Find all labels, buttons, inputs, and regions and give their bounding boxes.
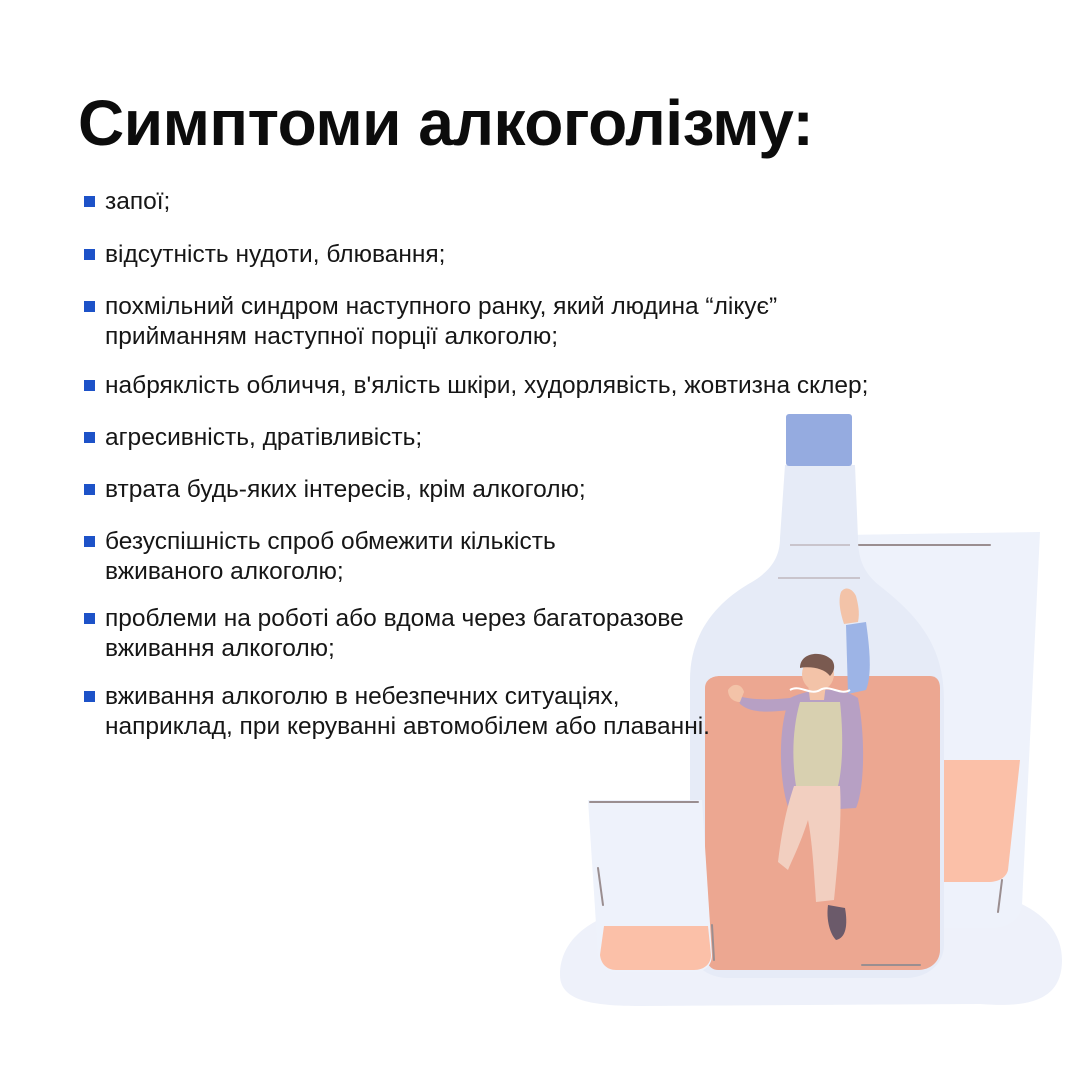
list-item-line: набряклість обличчя, в'ялість шкіри, худорлявість, жовтизна склер; xyxy=(105,372,869,399)
list-item-text xyxy=(105,604,684,664)
bullet-square-icon xyxy=(84,249,95,260)
list-item-text xyxy=(105,475,586,505)
list-item-text xyxy=(105,527,556,587)
list-item-line: похмільний синдром наступного ранку, який людина “лікує” xyxy=(105,293,778,320)
list-item-line: відсутність нудоти, блювання; xyxy=(105,241,446,268)
list-item-line: запої; xyxy=(105,188,171,215)
list-item-line: прийманням наступної порції алкоголю; xyxy=(105,323,559,350)
list-item-line: вживання алкоголю в небезпечних ситуаціях, xyxy=(105,683,620,710)
bullet-square-icon xyxy=(84,432,95,443)
list-item-line: вживання алкоголю; xyxy=(105,635,335,662)
short-glass xyxy=(588,800,712,972)
bullet-square-icon xyxy=(84,301,95,312)
bullet-square-icon xyxy=(84,613,95,624)
list-item-line: агресивність, дратівливість; xyxy=(105,424,423,451)
list-item-line: наприклад, при керуванні автомобілем або плаванні. xyxy=(105,713,710,740)
bullet-square-icon xyxy=(84,484,95,495)
list-item-text xyxy=(105,187,170,217)
bullet-square-icon xyxy=(84,536,95,547)
bullet-square-icon xyxy=(84,196,95,207)
list-item-text xyxy=(105,423,422,453)
list-item-line: вживаного алкоголю; xyxy=(105,558,344,585)
list-item-line: безуспішність спроб обмежити кількість xyxy=(105,528,556,555)
list-item-line: проблеми на роботі або вдома через багаторазове xyxy=(105,605,684,632)
page-title: Симптоми алкоголізму: xyxy=(78,87,814,159)
list-item-text xyxy=(105,292,777,352)
list-item-line: втрата будь-яких інтересів, крім алкоголю; xyxy=(105,476,586,503)
list-item-text xyxy=(105,371,868,401)
list-item-text xyxy=(105,682,710,742)
bullet-square-icon xyxy=(84,380,95,391)
list-item-text xyxy=(105,240,445,270)
bullet-square-icon xyxy=(84,691,95,702)
